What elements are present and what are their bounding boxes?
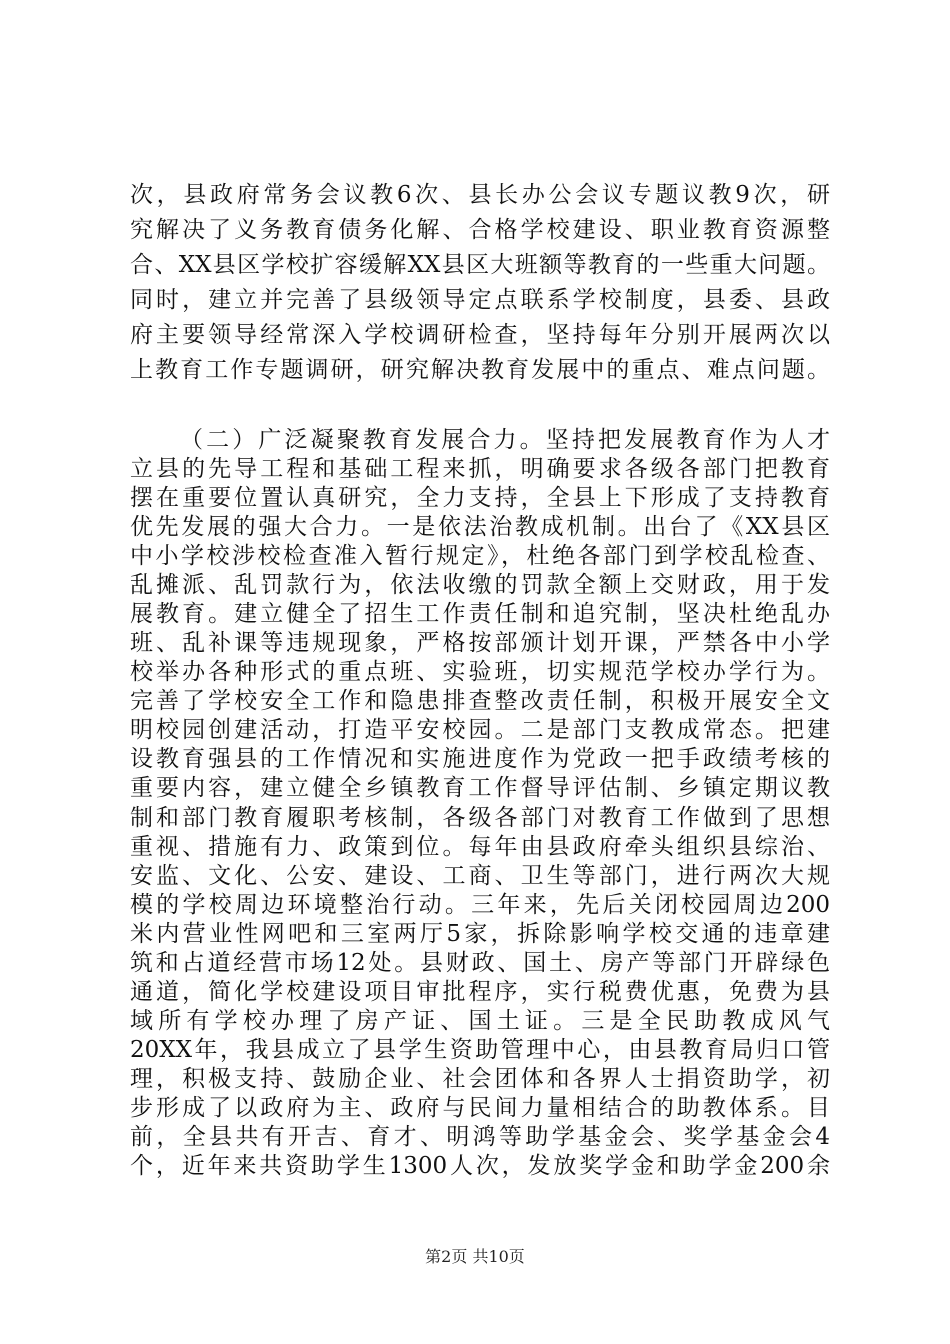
- text-line: 展教育。建立健全了招生工作责任制和追究制，坚决杜绝乱办: [130, 601, 830, 627]
- text-line: 制和部门教育履职考核制，各级各部门对教育工作做到了思想: [130, 805, 830, 831]
- text-line: 设教育强县的工作情况和实施进度作为党政一把手政绩考核的: [130, 746, 830, 772]
- text-line: 中小学校涉校检查准入暂行规定》，杜绝各部门到学校乱检查、: [130, 543, 830, 569]
- text-line: 重要内容，建立健全乡镇教育工作督导评估制、乡镇定期议教: [130, 775, 830, 801]
- text-line: 重视、措施有力、政策到位。每年由县政府牵头组织县综治、: [130, 834, 830, 860]
- text-line: 模的学校周边环境整治行动。三年来，先后关闭校园周边200: [130, 892, 830, 918]
- text-line: 明校园创建活动，打造平安校园。二是部门支教成常态。把建: [130, 717, 830, 743]
- text-line: 立县的先导工程和基础工程来抓，明确要求各级各部门把教育: [130, 456, 830, 482]
- text-line: 府主要领导经常深入学校调研检查，坚持每年分别开展两次以: [130, 322, 830, 348]
- text-line: 究解决了义务教育债务化解、合格学校建设、职业教育资源整: [130, 217, 830, 243]
- text-line: 域所有学校办理了房产证、国土证。三是全民助教成风气: [130, 1008, 830, 1034]
- text-line: 次，县政府常务会议教6次、县长办公会议专题议教9次，研: [130, 182, 830, 208]
- text-line: 摆在重要位置认真研究，全力支持，全县上下形成了支持教育: [130, 485, 830, 511]
- text-line: 米内营业性网吧和三室两厅5家，拆除影响学校交通的违章建: [130, 921, 830, 947]
- text-line: 上教育工作专题调研，研究解决教育发展中的重点、难点问题。: [130, 357, 830, 383]
- text-line: （二）广泛凝聚教育发展合力。坚持把发展教育作为人才: [180, 427, 830, 453]
- text-line: 乱摊派、乱罚款行为，依法收缴的罚款全额上交财政，用于发: [130, 572, 830, 598]
- text-line: 前，全县共有开吉、育才、明鸿等助学基金会、奖学基金会4: [130, 1124, 830, 1150]
- text-line: 完善了学校安全工作和隐患排查整改责任制，积极开展安全文: [130, 688, 830, 714]
- text-line: 班、乱补课等违规现象，严格按部颁计划开课，严禁各中小学: [130, 630, 830, 656]
- text-line: 安监、文化、公安、建设、工商、卫生等部门，进行两次大规: [130, 863, 830, 889]
- text-line: 20XX年，我县成立了县学生资助管理中心，由县教育局归口管: [130, 1037, 830, 1063]
- page-footer: 第2页 共10页: [425, 1247, 525, 1266]
- text-line: 理，积极支持、鼓励企业、社会团体和各界人士捐资助学，初: [130, 1066, 830, 1092]
- text-line: 合、XX县区学校扩容缓解XX县区大班额等教育的一些重大问题。: [130, 252, 830, 278]
- text-line: 步形成了以政府为主、政府与民间力量相结合的助教体系。目: [130, 1095, 830, 1121]
- text-line: 校举办各种形式的重点班、实验班，切实规范学校办学行为。: [130, 659, 830, 685]
- text-line: 同时，建立并完善了县级领导定点联系学校制度，县委、县政: [130, 287, 830, 313]
- text-line: 优先发展的强大合力。一是依法治教成机制。出台了《XX县区: [130, 514, 830, 540]
- text-line: 通道，简化学校建设项目审批程序，实行税费优惠，免费为县: [130, 979, 830, 1005]
- text-line: 个，近年来共资助学生1300人次，发放奖学金和助学金200余: [130, 1153, 830, 1179]
- text-line: 筑和占道经营市场12处。县财政、国土、房产等部门开辟绿色: [130, 950, 830, 976]
